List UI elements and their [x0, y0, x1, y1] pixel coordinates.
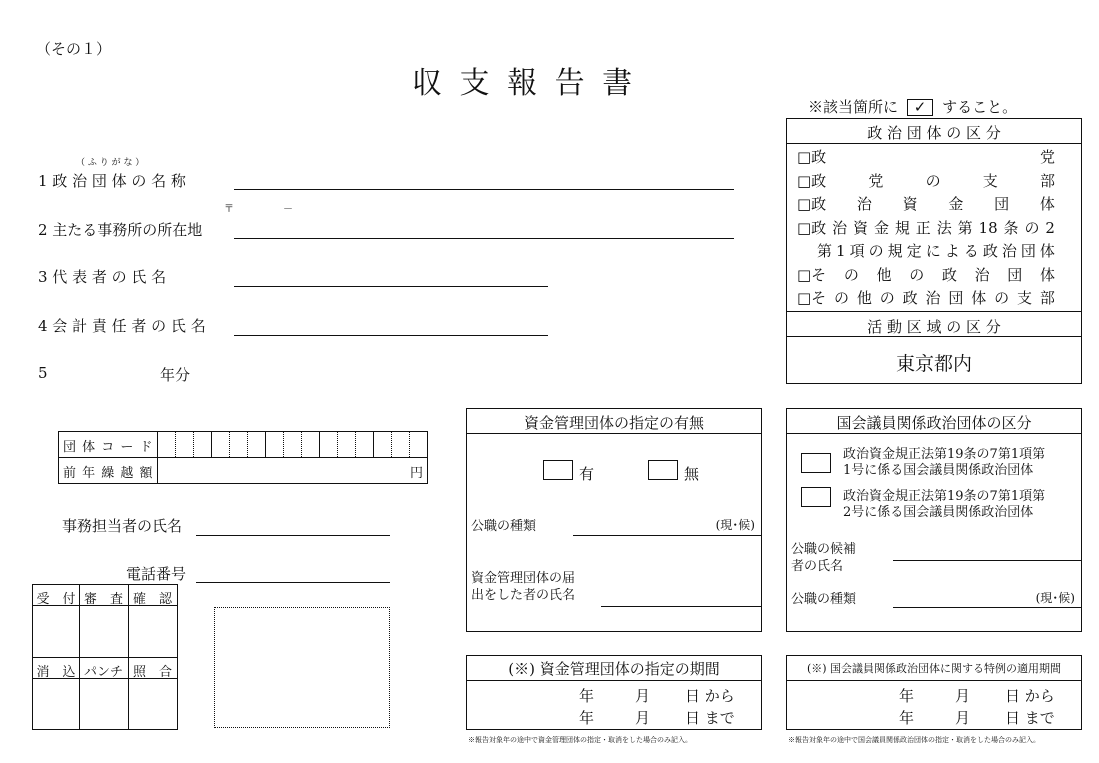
classification-char: 党	[1039, 148, 1055, 166]
classification-char: 正	[915, 218, 931, 237]
code-cell-divider	[301, 432, 302, 457]
classification-char: 規	[894, 218, 910, 237]
diet-group-header: 国会議員関係政治団体の区分	[836, 414, 1032, 432]
classification-char: 治	[832, 218, 848, 237]
classification-char: 定	[906, 242, 922, 260]
notifier-label-2: 出をした者の氏名	[471, 588, 576, 603]
diet-from-day: 日 から	[1005, 687, 1055, 705]
area-value: 東京都内	[895, 353, 972, 375]
fund-yes-label: 有	[579, 465, 595, 483]
classification-char: 団	[1007, 265, 1023, 284]
code-cell-divider	[391, 432, 392, 457]
classification-char: 規	[887, 242, 903, 260]
classification-char: 党	[868, 171, 884, 190]
code-cell-divider	[409, 432, 410, 457]
code-cell-divider	[175, 432, 176, 457]
diet-to-day: 日 まで	[1005, 709, 1055, 727]
classification-char: 団	[1020, 242, 1036, 260]
diet-option1-line1: 政治資金規正法第19条の7第1項第	[843, 447, 1046, 462]
postal-dash: －	[283, 204, 293, 215]
fund-from-day: 日 から	[685, 687, 735, 705]
area-header: 活 動 区 域 の 区 分	[867, 318, 1001, 336]
code-cell-divider	[355, 432, 356, 457]
classification-char: 第	[957, 218, 973, 237]
code-cell-divider	[265, 432, 266, 457]
classification-char: □政	[797, 195, 827, 213]
treasurer-field[interactable]	[234, 335, 548, 336]
fund-office-status: (現･候)	[715, 518, 755, 532]
clerk-field[interactable]	[196, 535, 390, 536]
address-label: 2 主たる事務所の所在地	[38, 221, 203, 239]
classification-char: の	[994, 289, 1010, 307]
classification-char: 治	[925, 289, 941, 307]
checkmark-icon: ✓	[907, 99, 934, 116]
representative-label: 3 代 表 者 の 氏 名	[38, 268, 167, 286]
classification-char: 政	[941, 265, 957, 284]
check-instruction: ※該当箇所に ✓ すること。	[808, 98, 1018, 116]
classification-char: 法	[936, 218, 952, 237]
classification-item[interactable]	[797, 264, 1055, 288]
group-code-cells[interactable]	[157, 432, 427, 457]
diet-option2-line2: 2号に係る国会議員関係政治団体	[843, 505, 1034, 520]
fund-to-month: 月	[635, 709, 651, 727]
diet-option1-line2: 1号に係る国会議員関係政治団体	[843, 463, 1034, 478]
address-field[interactable]	[234, 238, 734, 239]
fund-from-year: 年	[579, 687, 595, 705]
carry-over-label: 前 年 繰 越 額	[63, 466, 154, 481]
classification-list	[797, 146, 1055, 311]
code-cell-divider	[337, 432, 338, 457]
stamp-confirm: 確 認	[132, 592, 172, 607]
classification-char: よ	[944, 242, 960, 260]
stamp-punch: パンチ	[83, 665, 123, 680]
postal-mark: 〒	[224, 204, 234, 215]
classification-char: □政	[797, 148, 827, 166]
diet-to-month: 月	[955, 709, 971, 727]
phone-label: 電話番号	[126, 565, 187, 583]
year-number: 5	[38, 364, 48, 382]
code-table	[58, 431, 428, 484]
classification-char: の	[868, 242, 884, 260]
classification-char: 体	[1039, 242, 1055, 260]
classification-char: 金	[873, 218, 889, 237]
classification-char: る	[963, 242, 979, 260]
page-title: 収 支 報 告 書	[412, 66, 637, 101]
classification-char: 団	[994, 195, 1010, 213]
classification-char: 治	[974, 265, 990, 284]
classification-char: 資	[902, 195, 918, 213]
group-name-field[interactable]	[234, 189, 734, 190]
classification-char: の	[834, 289, 850, 307]
classification-char: 他	[856, 289, 872, 307]
classification-box	[786, 118, 1082, 384]
stamp-review: 審 査	[83, 592, 123, 607]
phone-field[interactable]	[196, 582, 390, 583]
classification-char: 18	[978, 218, 998, 237]
fund-from-month: 月	[635, 687, 651, 705]
fund-period-note: ※報告対象年の途中で資金管理団体の指定・取消をした場合のみ記入。	[468, 736, 692, 744]
year-label: 年分	[160, 366, 191, 384]
stamp-collate: 照 合	[132, 665, 172, 680]
classification-item[interactable]	[797, 170, 1055, 194]
candidate-label-2: 者の氏名	[791, 559, 844, 574]
classification-char: 第	[817, 242, 833, 260]
classification-char: 体	[1039, 195, 1055, 213]
receipt-stamp-area	[214, 607, 390, 728]
classification-char: の	[1024, 218, 1040, 237]
stamp-received: 受 付	[36, 592, 76, 607]
classification-char: 金	[948, 195, 964, 213]
classification-char: 資	[853, 218, 869, 237]
fund-management-header: 資金管理団体の指定の有無	[523, 414, 704, 432]
fund-to-year: 年	[579, 709, 595, 727]
diet-option2-checkbox[interactable]	[801, 487, 831, 507]
classification-char: の	[909, 265, 925, 284]
classification-char: 治	[1001, 242, 1017, 260]
notifier-label-1: 資金管理団体の届	[471, 571, 576, 586]
page-number: （その１）	[36, 40, 112, 58]
classification-item[interactable]	[797, 217, 1055, 241]
diet-period-note: ※報告対象年の途中で国会議員関係政治団体の指定・取消をした場合のみ記入。	[788, 736, 1040, 744]
classification-char: に	[925, 242, 941, 260]
classification-char: □政	[797, 171, 827, 190]
diet-option2-line1: 政治資金規正法第19条の7第1項第	[843, 489, 1046, 504]
diet-period-header: (※) 国会議員関係政治団体に関する特例の適用期間	[806, 662, 1062, 675]
classification-char: 1	[836, 242, 846, 260]
classification-char: □そ	[797, 265, 827, 284]
classification-char: 体	[1039, 265, 1055, 284]
diet-from-year: 年	[899, 687, 915, 705]
fund-to-day: 日 まで	[685, 709, 735, 727]
group-name-label: 1 政 治 団 体 の 名 称	[38, 172, 186, 190]
treasurer-label: 4 会 計 責 任 者 の 氏 名	[38, 317, 206, 335]
classification-char: の	[925, 171, 941, 190]
yen-unit: 円	[409, 466, 423, 481]
code-cell-divider	[283, 432, 284, 457]
classification-char: □そ	[797, 289, 827, 307]
code-cell-divider	[211, 432, 212, 457]
diet-office-status: (現･候)	[1035, 591, 1075, 605]
classification-char: 政	[982, 242, 998, 260]
classification-char: 他	[876, 265, 892, 284]
classification-char: 部	[1039, 171, 1055, 190]
classification-char: 支	[1017, 289, 1033, 307]
group-code-label: 団 体 コ ー ド	[63, 440, 154, 455]
classification-char: 支	[982, 171, 998, 190]
fund-period-box	[466, 655, 762, 730]
fund-period-header: (※) 資金管理団体の指定の期間	[508, 660, 720, 678]
stamp-cleared: 消 込	[36, 665, 76, 680]
diet-from-month: 月	[955, 687, 971, 705]
representative-field[interactable]	[234, 286, 548, 287]
code-cell-divider	[319, 432, 320, 457]
fund-no-checkbox[interactable]	[648, 460, 678, 480]
diet-group-box	[786, 408, 1082, 632]
classification-char: 条	[1003, 218, 1019, 237]
classification-char: 2	[1045, 218, 1055, 237]
name-ruby: （ ふ り が な ）	[76, 158, 145, 168]
diet-office-type-label: 公職の種類	[791, 592, 857, 607]
code-cell-divider	[229, 432, 230, 457]
diet-option1-checkbox[interactable]	[801, 453, 831, 473]
classification-char: の	[843, 265, 859, 284]
classification-char: 部	[1039, 289, 1055, 307]
classification-char: □政	[797, 218, 827, 237]
fund-management-box	[466, 408, 762, 632]
fund-no-label: 無	[684, 465, 700, 483]
code-cell-divider	[247, 432, 248, 457]
candidate-label-1: 公職の候補	[791, 542, 857, 557]
classification-item	[817, 240, 1055, 264]
classification-header: 政 治 団 体 の 区 分	[867, 124, 1001, 142]
classification-char: 項	[849, 242, 865, 260]
diet-to-year: 年	[899, 709, 915, 727]
classification-item[interactable]	[797, 287, 1055, 311]
classification-char: 団	[948, 289, 964, 307]
classification-item[interactable]	[797, 146, 1055, 170]
clerk-label: 事務担当者の氏名	[62, 517, 183, 535]
classification-char: の	[879, 289, 895, 307]
fund-yes-checkbox[interactable]	[543, 460, 573, 480]
classification-item[interactable]	[797, 193, 1055, 217]
fund-office-type-label: 公職の種類	[471, 519, 537, 534]
diet-period-box	[786, 655, 1082, 730]
code-cell-divider	[193, 432, 194, 457]
classification-char: 体	[971, 289, 987, 307]
stamp-table	[32, 584, 178, 730]
classification-char: 政	[902, 289, 918, 307]
code-cell-divider	[373, 432, 374, 457]
classification-char: 治	[856, 195, 872, 213]
